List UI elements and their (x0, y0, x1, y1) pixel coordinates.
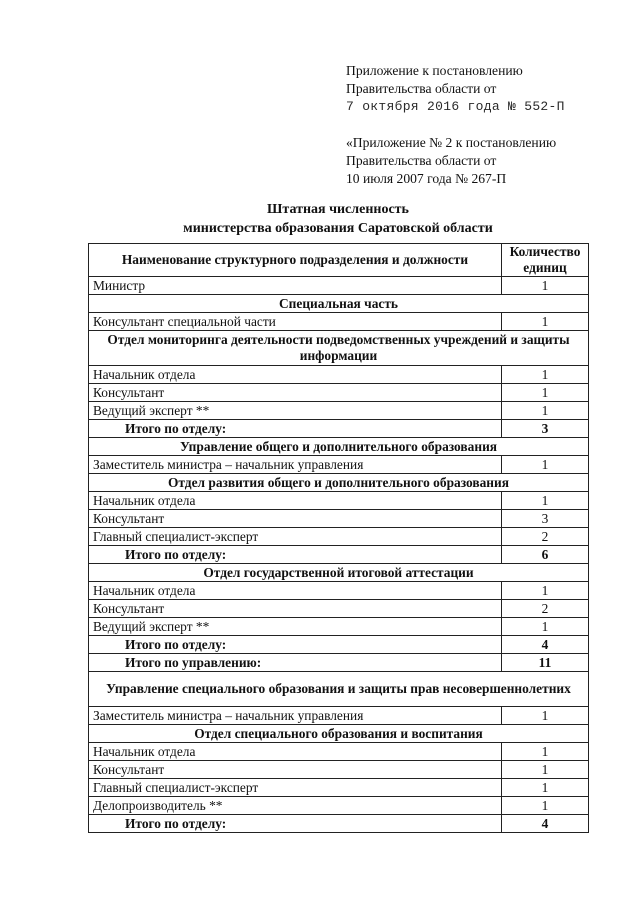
position-name: Начальник отдела (89, 582, 502, 600)
position-name: Консультант (89, 600, 502, 618)
total-label: Итого по отделу: (89, 546, 502, 564)
section-title: Управление специального образования и защиты прав несовершеннолетних (89, 672, 589, 707)
section-row (89, 438, 589, 456)
position-name: Консультант специальной части (89, 313, 502, 331)
header-qty: Количество единиц (502, 244, 589, 277)
total-row (89, 654, 589, 672)
section-row (89, 672, 589, 707)
appendix-ref-line: «Приложение № 2 к постановлению (346, 135, 557, 150)
position-qty: 1 (502, 366, 589, 384)
staff-table (88, 243, 589, 833)
table-row (89, 707, 589, 725)
position-qty: 1 (502, 456, 589, 474)
table-row (89, 277, 589, 295)
position-qty: 1 (502, 761, 589, 779)
appendix-line: Правительства области от (346, 81, 497, 96)
position-qty: 1 (502, 743, 589, 761)
total-row (89, 420, 589, 438)
section-title: Управление общего и дополнительного образования (89, 438, 589, 456)
appendix-date-stamp: 7 октября 2016 года № 552-П (346, 99, 565, 114)
position-qty: 1 (502, 492, 589, 510)
position-name: Главный специалист-эксперт (89, 528, 502, 546)
document-title (88, 200, 588, 238)
appendix-ref-line: Правительства области от (346, 153, 497, 168)
section-title: Отдел развития общего и дополнительного образования (89, 474, 589, 492)
total-label: Итого по отделу: (89, 420, 502, 438)
position-qty: 2 (502, 528, 589, 546)
position-qty: 1 (502, 797, 589, 815)
total-row (89, 546, 589, 564)
position-qty: 1 (502, 313, 589, 331)
appendix-line: Приложение к постановлению (346, 63, 523, 78)
total-qty: 4 (502, 815, 589, 833)
total-label: Итого по отделу: (89, 815, 502, 833)
table-row (89, 600, 589, 618)
total-label: Итого по управлению: (89, 654, 502, 672)
total-label: Итого по отделу: (89, 636, 502, 654)
position-name: Делопроизводитель ** (89, 797, 502, 815)
position-name: Заместитель министра – начальник управления (89, 707, 502, 725)
position-qty: 1 (502, 618, 589, 636)
position-name: Начальник отдела (89, 743, 502, 761)
position-name: Консультант (89, 510, 502, 528)
section-row (89, 474, 589, 492)
table-row (89, 402, 589, 420)
position-qty: 1 (502, 582, 589, 600)
total-qty: 6 (502, 546, 589, 564)
position-qty: 1 (502, 384, 589, 402)
position-name: Главный специалист-эксперт (89, 779, 502, 797)
total-qty: 11 (502, 654, 589, 672)
position-qty: 1 (502, 277, 589, 295)
section-title: Отдел специального образования и воспитания (89, 725, 589, 743)
table-row (89, 779, 589, 797)
position-name: Ведущий эксперт ** (89, 618, 502, 636)
appendix-header (346, 62, 565, 116)
title-line-1: Штатная численность (267, 202, 409, 217)
position-qty: 1 (502, 779, 589, 797)
header-name: Наименование структурного подразделения и должности (89, 244, 502, 277)
total-row (89, 636, 589, 654)
total-row (89, 815, 589, 833)
section-row (89, 331, 589, 366)
total-qty: 3 (502, 420, 589, 438)
position-name: Консультант (89, 384, 502, 402)
table-row (89, 510, 589, 528)
section-row (89, 295, 589, 313)
table-row (89, 797, 589, 815)
position-name: Ведущий эксперт ** (89, 402, 502, 420)
title-line-2: министерства образования Саратовской области (183, 221, 493, 236)
section-row (89, 725, 589, 743)
position-qty: 3 (502, 510, 589, 528)
position-name: Начальник отдела (89, 366, 502, 384)
appendix-ref-line: 10 июля 2007 года № 267-П (346, 171, 507, 186)
appendix-reference (346, 134, 556, 188)
table-header-row (89, 244, 589, 277)
position-name: Министр (89, 277, 502, 295)
table-row (89, 366, 589, 384)
position-name: Консультант (89, 761, 502, 779)
table-row (89, 384, 589, 402)
position-name: Начальник отдела (89, 492, 502, 510)
table-row (89, 456, 589, 474)
table-row (89, 492, 589, 510)
table-row (89, 528, 589, 546)
total-qty: 4 (502, 636, 589, 654)
position-qty: 2 (502, 600, 589, 618)
section-row (89, 564, 589, 582)
position-qty: 1 (502, 707, 589, 725)
table-row (89, 761, 589, 779)
table-row (89, 582, 589, 600)
section-title: Отдел мониторинга деятельности подведомственных учреждений и защиты информации (89, 331, 589, 366)
position-name: Заместитель министра – начальник управления (89, 456, 502, 474)
section-title: Специальная часть (89, 295, 589, 313)
table-row (89, 743, 589, 761)
table-row (89, 618, 589, 636)
table-row (89, 313, 589, 331)
section-title: Отдел государственной итоговой аттестации (89, 564, 589, 582)
position-qty: 1 (502, 402, 589, 420)
